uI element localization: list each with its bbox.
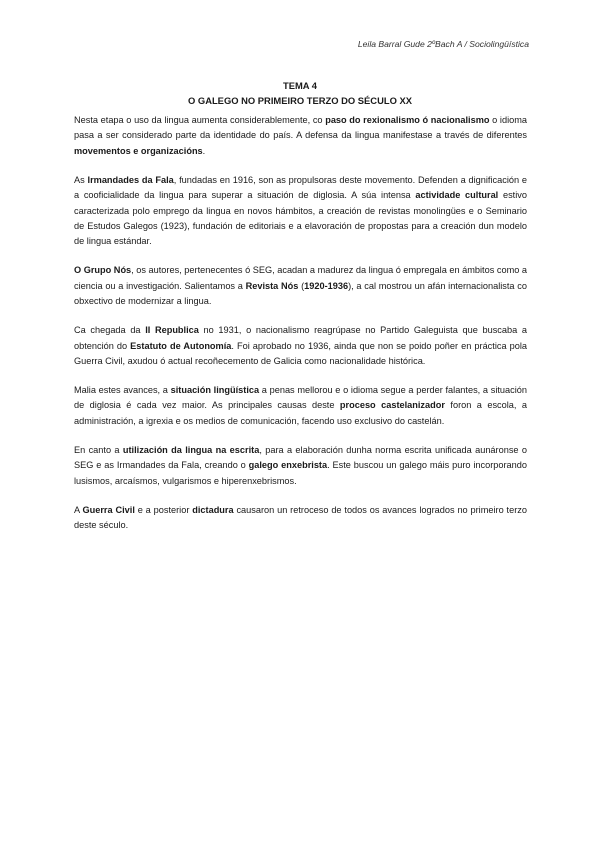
- bold-term: situación lingüística: [170, 385, 260, 396]
- bold-term: Estatuto de Autonomía: [130, 340, 232, 351]
- paragraph: [74, 263, 527, 309]
- text-segment: o idioma pasa a ser considerado parte da identidade do país. A defensa da lingua manifestase a través de diferentes: [74, 115, 527, 141]
- text-segment: estivo caracterizada polo emprego da lingua en novos hámbitos, a creación de revistas monolingües e o Seminario de Estudos Galegos (1923), fundación de editoriais e a elavoración de propostas para a creación dun modelo de lingua estándar.: [74, 190, 527, 247]
- text-segment: no 1931, o nacionalismo reagrúpase no Partido Galeguista que buscaba a obtención do: [74, 325, 527, 351]
- text-segment: As: [74, 174, 88, 185]
- text-segment: Malia estes avances, a: [74, 385, 171, 396]
- bold-term: O Grupo Nós: [74, 265, 132, 276]
- bold-term: paso do rexionalismo ó nacionalismo: [325, 115, 490, 125]
- title-block: [0, 78, 600, 108]
- paragraph: [74, 323, 527, 369]
- bold-term: galego enxebrista: [248, 460, 328, 471]
- text-segment: . Este buscou un galego máis puro incorporando lusismos, arcaísmos, vulgarismos e hiperenxebrismos.: [74, 460, 527, 486]
- text-segment: , fundadas en 1916, son as propulsoras deste movemento. Defenden a dignificación e a cooficialidade da lingua para superar a situación de diglosia. A súa intensa: [74, 174, 527, 201]
- bold-term: utilización da lingua na escrita: [122, 444, 260, 455]
- paragraph: [74, 173, 527, 250]
- text-segment: ), a cal mostrou un afán internacionalista co obxectivo de modernizar a lingua.: [74, 280, 527, 307]
- bold-term: Irmandades da Fala: [87, 174, 174, 185]
- text-segment: (: [298, 280, 305, 291]
- bold-term: movementos e organizacións: [74, 145, 203, 156]
- text-segment: .: [202, 145, 206, 156]
- bold-term: 1920-1936: [304, 280, 349, 291]
- text-segment: a penas mellorou e o idioma segue a perder falantes, a situación de diglosia é cada vez maior. As principales causas deste: [74, 385, 527, 411]
- text-segment: , para a elaboración dunha norma escrita unificada aunáronse o SEG e as Irmandades da Fala, creando o: [74, 444, 527, 471]
- text-segment: causaron un retroceso de todos os avances logrados no primeiro terzo deste século.: [74, 504, 527, 531]
- text-segment: foron a escola, a administración, a igrexia e os medios de comunicación, facendo uso exclusivo do castelán.: [74, 400, 528, 426]
- paragraph: [74, 503, 527, 534]
- topic-number: TEMA 4: [282, 80, 318, 91]
- paragraph: [74, 113, 527, 159]
- text-segment: Nesta etapa o uso da lingua aumenta considerablemente, co: [74, 115, 326, 125]
- paragraph: [74, 383, 527, 429]
- bold-term: dictadura: [192, 504, 234, 515]
- paragraph: [74, 443, 527, 489]
- bold-term: actividade cultural: [415, 190, 499, 201]
- document-title: O GALEGO NO PRIMEIRO TERZO DO SÉCULO XX: [188, 95, 412, 106]
- page-header: Leila Barral Gude 2ºBach A / Sociolingüística: [357, 39, 529, 49]
- bold-term: Guerra Civil: [82, 504, 135, 515]
- text-segment: . Foi aprobado no 1936, ainda que non se poido poñer en práctica pola Guerra Civil, axudou ó actual recoñecemento de Galicia como nacionalidade histórica.: [74, 340, 527, 367]
- text-segment: e a posterior: [134, 504, 193, 515]
- text-segment: , os autores, pertenecentes ó SEG, acadan a madurez da lingua ó empregala en ámbitos como a ciencia ou a investigación. Salientamos a: [74, 265, 527, 291]
- text-segment: En canto a: [74, 444, 123, 455]
- document-body: [74, 113, 527, 547]
- bold-term: Revista Nós: [245, 280, 299, 291]
- bold-term: proceso castelanizador: [339, 400, 445, 411]
- text-segment: Ca chegada da: [74, 325, 146, 336]
- bold-term: II Republica: [145, 325, 199, 336]
- text-segment: A: [74, 504, 83, 515]
